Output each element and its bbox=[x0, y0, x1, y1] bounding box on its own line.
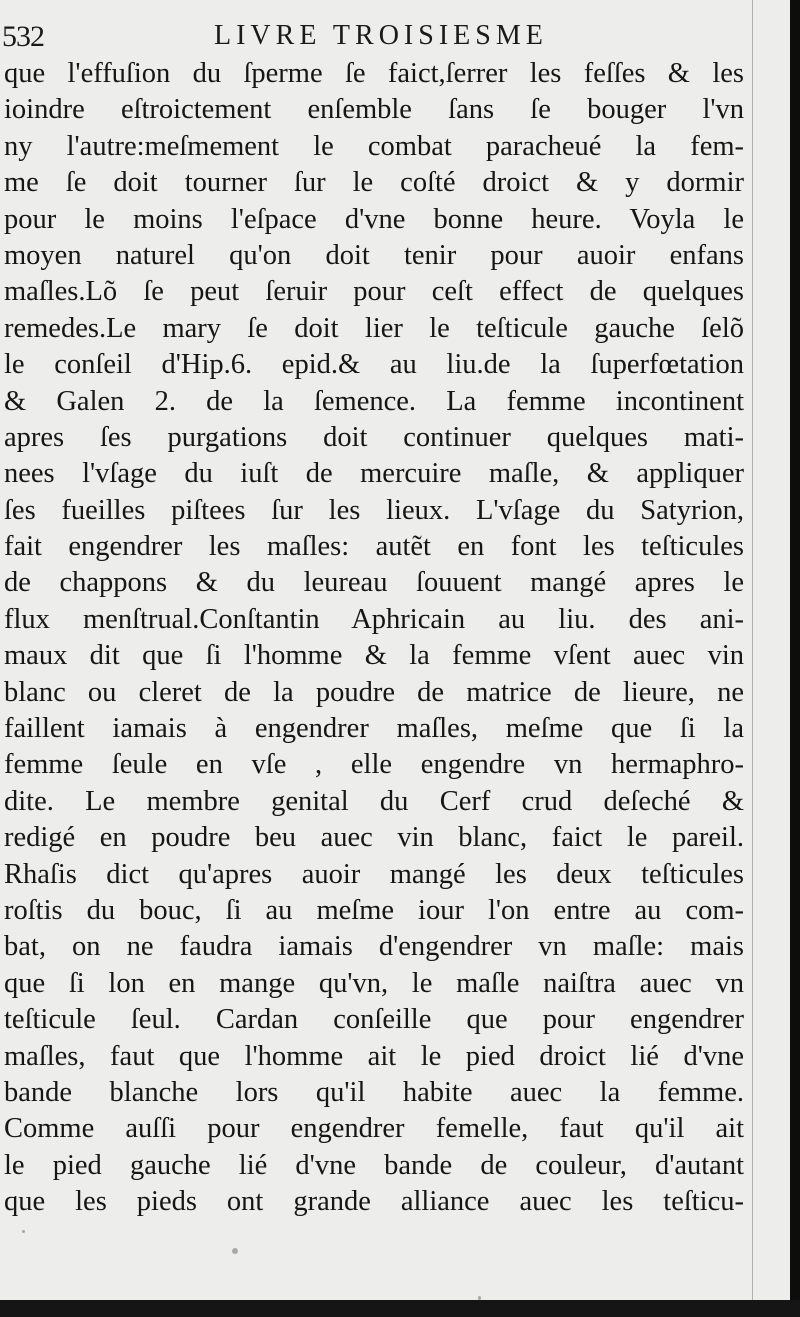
text-line: ioindre eſtroictement enſemble ſans ſe bouger l'vn bbox=[4, 94, 744, 126]
page-fold-line bbox=[752, 0, 753, 1300]
text-line: flux menſtrual.Conſtantin Aphricain au liu. des ani- bbox=[4, 603, 744, 635]
text-line: & Galen 2. de la ſemence. La femme incontinent bbox=[4, 385, 744, 417]
text-line: dite. Le membre genital du Cerf crud deſeché & bbox=[4, 785, 744, 817]
text-line: pour le moins l'eſpace d'vne bonne heure. Voyla le bbox=[4, 203, 744, 235]
text-line: maux dit que ſi l'homme & la femme vſent auec vin bbox=[4, 640, 744, 672]
text-line: moyen naturel qu'on doit tenir pour auoir enfans bbox=[4, 239, 744, 271]
text-line: faillent iamais à engendrer maſles, meſme que ſi la bbox=[4, 713, 744, 745]
text-line: blanc ou cleret de la poudre de matrice de lieure, ne bbox=[4, 676, 744, 708]
text-line: teſticule ſeul. Cardan conſeille que pour engendrer bbox=[4, 1004, 744, 1036]
text-line: le conſeil d'Hip.6. epid.& au liu.de la ſuperfœtation bbox=[4, 349, 744, 381]
paper-speck bbox=[232, 1248, 238, 1254]
text-line: me ſe doit tourner ſur le coſté droict & y dormir bbox=[4, 167, 744, 199]
page-header bbox=[0, 14, 790, 54]
text-line: femme ſeule en vſe , elle engendre vn hermaphro- bbox=[4, 749, 744, 781]
paper-speck bbox=[22, 1230, 25, 1233]
text-line: le pied gauche lié d'vne bande de couleur, d'autant bbox=[4, 1149, 744, 1181]
text-line: remedes.Le mary ſe doit lier le teſticule gauche ſelõ bbox=[4, 312, 744, 344]
text-line: que les pieds ont grande alliance auec les teſticu- bbox=[4, 1186, 744, 1218]
text-line: bande blanche lors qu'il habite auec la femme. bbox=[4, 1076, 744, 1108]
text-line: roſtis du bouc, ſi au meſme iour l'on entre au com- bbox=[4, 894, 744, 926]
text-line: redigé en poudre beu auec vin blanc, faict le pareil. bbox=[4, 822, 744, 854]
text-line: maſles, faut que l'homme ait le pied droict lié d'vne bbox=[4, 1040, 744, 1072]
page-number: 532 bbox=[2, 20, 44, 53]
text-line: ny l'autre:meſmement le combat paracheué la fem- bbox=[4, 130, 744, 162]
text-line: apres ſes purgations doit continuer quelques mati- bbox=[4, 421, 744, 453]
text-line: ſes fueilles piſtees ſur les lieux. L'vſage du Satyrion, bbox=[4, 494, 744, 526]
page-bottom-shadow bbox=[0, 1300, 800, 1317]
text-line: que ſi lon en mange qu'vn, le maſle naiſtra auec vn bbox=[4, 967, 744, 999]
text-line: fait engendrer les maſles: autẽt en font les teſticules bbox=[4, 531, 744, 563]
text-line: Rhaſis dict qu'apres auoir mangé les deux teſticules bbox=[4, 858, 744, 890]
text-line: nees l'vſage du iuſt de mercuire maſle, & appliquer bbox=[4, 458, 744, 490]
text-line: que l'effuſion du ſperme ſe faict,ſerrer les feſſes & les bbox=[4, 58, 744, 89]
running-head: LIVRE TROISIESME bbox=[214, 20, 548, 51]
text-line: de chappons & du leureau ſouuent mangé apres le bbox=[4, 567, 744, 599]
text-line: maſles.Lõ ſe peut ſeruir pour ceſt effect de quelques bbox=[4, 276, 744, 308]
body-text bbox=[4, 56, 744, 1221]
text-line: Comme auſſi pour engendrer femelle, faut qu'il ait bbox=[4, 1113, 744, 1145]
page-edge-shadow bbox=[790, 0, 800, 1317]
text-line: bat, on ne faudra iamais d'engendrer vn maſle: mais bbox=[4, 931, 744, 963]
